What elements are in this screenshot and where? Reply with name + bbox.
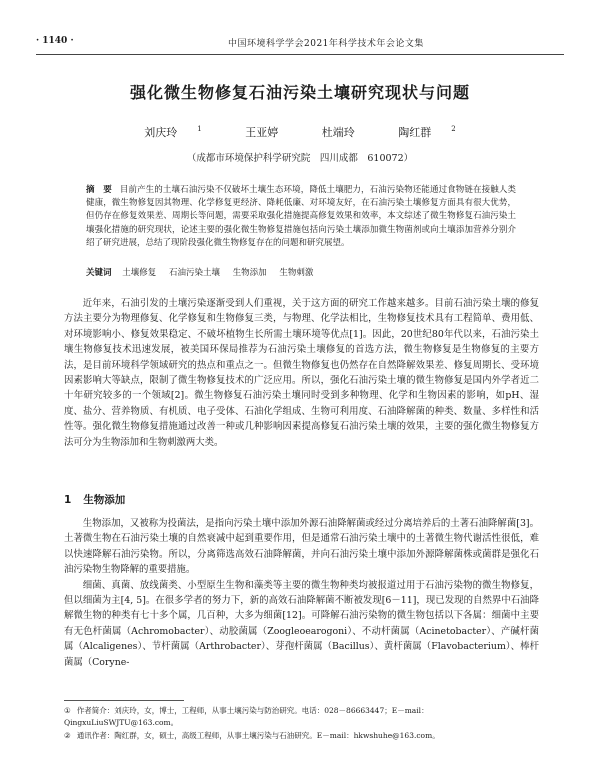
affiliation: （成都市环境保护科学研究院 四川成都 610072）	[186, 153, 414, 164]
keyword: 生物添加	[232, 268, 267, 278]
body-paragraph: 生物添加，又被称为投菌法，是指向污染土壤中添加外源石油降解菌或经过分离培养后的土著石油降解菌[3]。土著微生物在石油污染土壤的自然衰减中起到重要作用，但是通常石油污染土壤中的土著微生物代谢活性很低，难以快速降解石油污染物。所以，分离筛选高效石油降解菌，并向石油污染土壤中添加外源降解菌株或菌群是强化石油污染物生物降解的重要措施。	[64, 518, 539, 576]
abstract	[86, 184, 516, 250]
keyword: 土壤修复	[122, 268, 157, 278]
introduction	[64, 296, 539, 450]
running-title: 中国环境科学学会2021年科学技术年会论文集	[228, 39, 424, 49]
author: 王亚婷	[245, 126, 279, 139]
author-list	[0, 124, 600, 140]
footnotes	[64, 705, 539, 743]
footnote: ② 通讯作者：陶红群，女，硕士，高级工程师，从事土壤污染与石油研究。E－mail：hkwshuhe@163.com。	[64, 731, 440, 740]
article-title: 强化微生物修复石油污染土壤研究现状与问题	[129, 83, 470, 102]
running-header	[36, 34, 564, 55]
section-body	[64, 516, 539, 670]
keywords-label: 关键词	[86, 268, 112, 278]
abstract-text: 目前产生的土壤石油污染不仅破坏土壤生态环境，降低土壤肥力，石油污染物还能通过食物链在接触人类健康，微生物修复因其物理、化学修复更经济、降耗低廉、对环境友好，在石油污染土壤修复方面具有很大优势，但仍存在修复效果差、周期长等问题，需要采取强化措施提高修复效果和效率，本文综述了微生物修复石油污染土壤强化措施的研究现状，论述主要的强化微生物修复措施包括向污染土壤添加微生物菌剂或向土壤添加营养分别介绍了研究进展，总结了现阶段强化微生物修复存在的问题和研究展望。	[86, 185, 516, 248]
abstract-label: 摘 要	[86, 185, 112, 195]
section-heading	[64, 492, 137, 507]
footnote: ① 作者简介：刘庆玲，女，博士，工程师，从事土壤污染与防治研究。电话：028－86663447；E－mail：QingxuLiuSWJTU@163.com。	[64, 706, 429, 727]
author: 陶红群 $^2$	[398, 125, 456, 139]
footnote-rule	[64, 700, 184, 701]
author: 杜端玲	[321, 126, 355, 139]
body-paragraph: 细菌、真菌、放线菌类、小型原生生物和藻类等主要的微生物种类均被报道过用于石油污染物的微生物修复，但以细菌为主[4, 5]。在很多学者的努力下，新的高效石油降解菌不断被发现[6－11]，现已发现的自然界中石油降解微生物的种类有七十多个属，几百种，大多为细菌[12]。可降解石油污染物的微生物包括以下各属：细菌中主要有无色杆菌属（Achromobacter）、动胶菌属（Zoogleoearogoni）、不动杆菌属（Acinetobacter）、产碱杆菌属（Alcaligenes）、节杆菌属（Arthrobacter）、芽孢杆菌属（Bacillus）、黄杆菌属（Flavobacterium）、棒杆菌属（Coryne-	[64, 579, 539, 668]
page-number: · 1140 ·	[36, 36, 74, 46]
author: 刘庆玲 $^1$	[144, 125, 202, 139]
keywords	[86, 266, 516, 278]
section-title: 生物添加	[83, 494, 126, 506]
keyword: 石油污染土壤	[168, 268, 220, 278]
keyword: 生物刺激	[279, 268, 314, 278]
intro-paragraph: 近年来，石油引发的土壤污染逐渐受到人们重视，关于这方面的研究工作越来越多。目前石油污染土壤的修复方法主要分为物理修复、化学修复和生物修复三类，与物理、化学法相比，生物修复技术具有工程简单、费用低、对环境影响小、修复效果稳定、不破坏植物生长所需土壤环境等优点[1]。因此，20世纪80年代以来，石油污染土壤生物修复技术迅速发展，被美国环保局推荐为石油污染土壤修复的首选方法，微生物修复是生物修复的主要方法，是目前环境科学领域研究的热点和重点之一。但微生物修复也仍然存在自然降解效果差、修复周期长、受环境因素影响大等缺点，限制了微生物修复技术的广泛应用。所以，强化石油污染土壤的微生物修复是国内外学者近二十年研究较多的一个领域[2]。微生物修复石油污染土壤同时受到多种物理、化学和生物因素的影响，如pH、湿度、盐分、营养物质、有机质、电子受体、石油化学组成、生物可利用度、石油降解菌的种类、数量、多样性和活性等。强化微生物修复措施通过改善一种或几种影响因素提高修复石油污染土壤的效果，主要的强化微生物修复方法可分为生物添加和生物刺激两大类。	[64, 298, 539, 448]
section-number: 1	[64, 494, 72, 506]
